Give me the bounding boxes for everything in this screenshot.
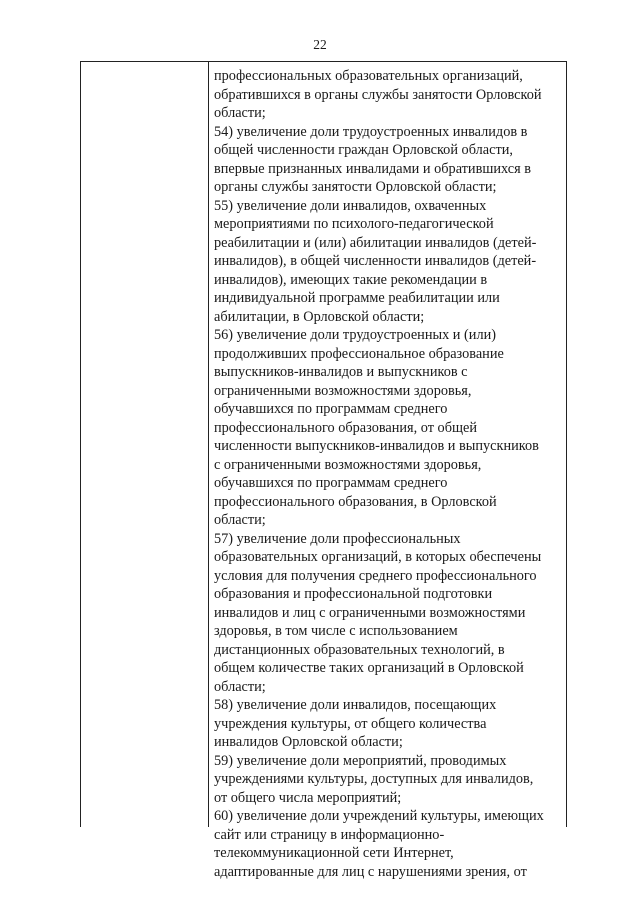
text-line: учреждениями культуры, доступных для инвалидов, bbox=[214, 771, 534, 787]
text-line: области; bbox=[214, 512, 266, 528]
text-line: области; bbox=[214, 105, 266, 121]
text-line: ограниченными возможностями здоровья, bbox=[214, 382, 472, 399]
text-line: инвалидов Орловской области; bbox=[214, 734, 403, 750]
table-cell-text bbox=[214, 67, 566, 881]
text-line: 56) увеличение доли трудоустроенных и (или) bbox=[214, 327, 496, 343]
text-line: сайт или страницу в информационно- bbox=[214, 826, 445, 843]
text-line: реабилитации и (или) абилитации инвалидов (детей- bbox=[214, 234, 537, 251]
text-line: 60) увеличение доли учреждений культуры, имеющих bbox=[214, 808, 544, 824]
text-line: мероприятиями по психолого-педагогической bbox=[214, 216, 494, 232]
text-line: адаптированные для лиц с нарушениями зрения, от bbox=[214, 863, 527, 880]
text-line: общем количестве таких организаций в Орловской bbox=[214, 660, 524, 676]
text-line: 59) увеличение доли мероприятий, проводимых bbox=[214, 752, 507, 769]
text-line: здоровья, в том числе с использованием bbox=[214, 623, 458, 639]
text-line: продолживших профессиональное образование bbox=[214, 345, 504, 362]
text-line: профессионального образования, от общей bbox=[214, 419, 477, 436]
text-line: выпускников-инвалидов и выпускников с bbox=[214, 364, 468, 380]
column-divider bbox=[208, 62, 209, 827]
text-line: общей численности граждан Орловской области, bbox=[214, 142, 513, 158]
text-line: инвалидов и лиц с ограниченными возможностями bbox=[214, 604, 526, 621]
text-line: учреждения культуры, от общего количества bbox=[214, 715, 487, 732]
text-line: 54) увеличение доли трудоустроенных инвалидов в bbox=[214, 123, 528, 140]
document-table bbox=[80, 61, 567, 880]
text-line: с ограниченными возможностями здоровья, bbox=[214, 456, 482, 473]
text-line: 57) увеличение доли профессиональных bbox=[214, 530, 461, 547]
text-line: обучавшихся по программам среднего bbox=[214, 475, 448, 491]
text-line: инвалидов), в общей численности инвалидов (детей- bbox=[214, 253, 537, 269]
text-line: 55) увеличение доли инвалидов, охваченных bbox=[214, 197, 487, 214]
text-line: условия для получения среднего профессионального bbox=[214, 567, 537, 584]
text-line: обучавшихся по программам среднего bbox=[214, 401, 448, 417]
text-line: численности выпускников-инвалидов и выпускников bbox=[214, 438, 539, 454]
text-line: впервые признанных инвалидами и обратившихся в bbox=[214, 160, 531, 177]
text-line: образования и профессиональной подготовки bbox=[214, 586, 493, 602]
text-line: области; bbox=[214, 678, 266, 695]
text-line: индивидуальной программе реабилитации или bbox=[214, 290, 500, 306]
text-line: профессиональных образовательных организаций, bbox=[214, 68, 523, 84]
text-line: 58) увеличение доли инвалидов, посещающих bbox=[214, 697, 497, 713]
text-line: дистанционных образовательных технологий, в bbox=[214, 641, 505, 658]
page-number: 22 bbox=[313, 37, 327, 52]
text-line: образовательных организаций, в которых обеспечены bbox=[214, 549, 542, 565]
text-line: обратившихся в органы службы занятости Орловской bbox=[214, 86, 542, 103]
text-line: от общего числа мероприятий; bbox=[214, 789, 402, 806]
text-line: профессионального образования, в Орловской bbox=[214, 493, 497, 510]
text-line: инвалидов), имеющих такие рекомендации в bbox=[214, 271, 488, 288]
text-line: абилитации, в Орловской области; bbox=[214, 308, 425, 325]
text-line: телекоммуникационной сети Интернет, bbox=[214, 845, 454, 861]
text-line: органы службы занятости Орловской области; bbox=[214, 179, 497, 195]
